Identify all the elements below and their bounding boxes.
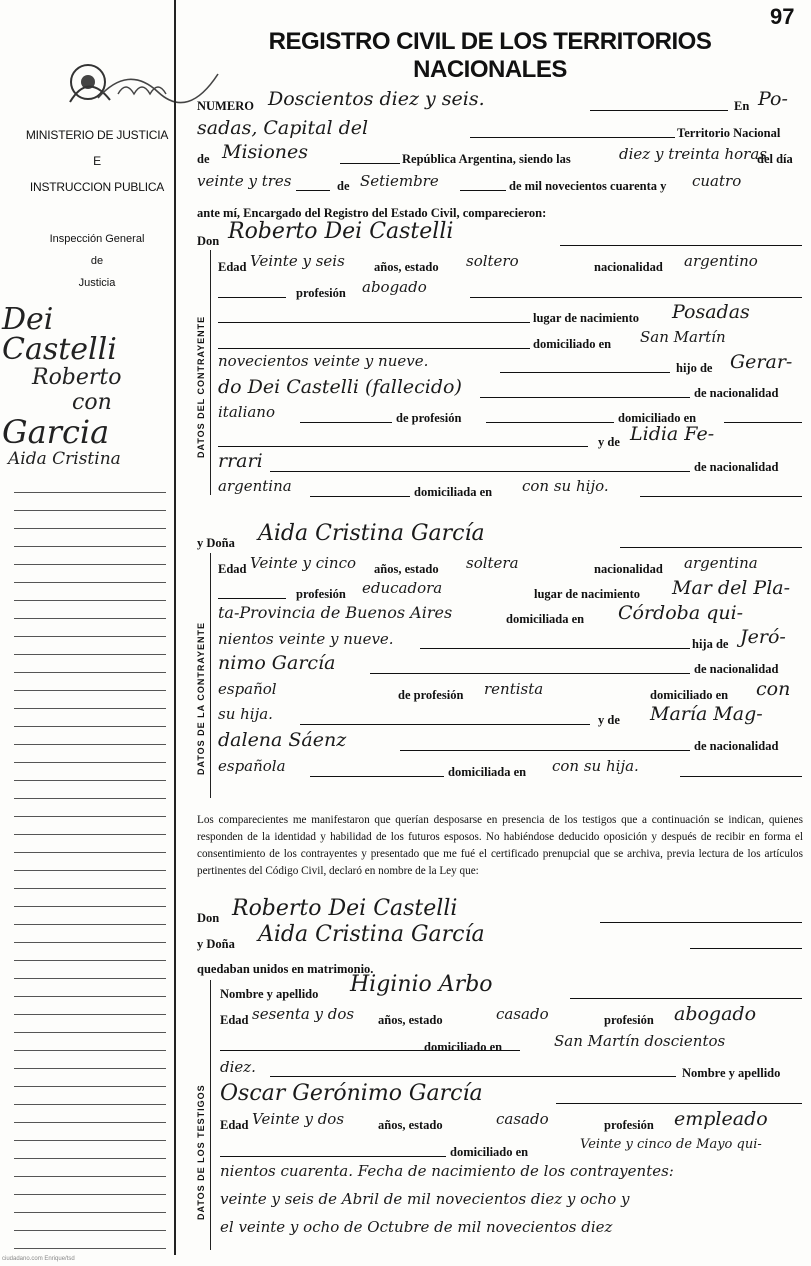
rule	[620, 547, 802, 548]
rule	[310, 776, 444, 777]
margin-note-line-5: Aida Cristina	[8, 449, 121, 469]
label-lugar-nacimiento-2: lugar de nacimiento	[534, 587, 641, 601]
hw-groom-mother-1: Lidia Fe-	[630, 423, 715, 445]
rule	[300, 422, 392, 423]
hw-w2-dom-4: el veinte y ocho de Octubre de mil novecientos diez	[220, 1218, 613, 1236]
hw-anio: cuatro	[692, 172, 742, 190]
label-ante-mi: ante mí, Encargado del Registro del Estado Civil, comparecieron:	[197, 206, 547, 220]
hw-groom-mother-dom: con su hijo.	[522, 477, 609, 495]
rule	[460, 190, 506, 191]
hw-w2-dom-2: nientos cuarenta. Fecha de nacimiento de los contrayentes:	[220, 1162, 674, 1180]
hw-en-1: Po-	[758, 88, 788, 110]
label-y-de: y de	[598, 435, 620, 449]
rule	[220, 1156, 446, 1157]
label-profesion: profesión	[296, 286, 346, 300]
hw-bride-mother-dom: con su hija.	[552, 757, 639, 775]
label-domiciliado-5: domiciliado en	[450, 1145, 529, 1159]
rule	[570, 998, 802, 999]
hw-bride-father-dom-1: con	[756, 678, 791, 700]
label-anos-estado-4: años, estado	[378, 1118, 443, 1132]
hw-w1-prof: abogado	[674, 1003, 757, 1025]
hw-bride-father-nat: español	[218, 680, 277, 698]
label-nacionalidad: nacionalidad	[594, 260, 663, 274]
label-profesion-2: profesión	[296, 587, 346, 601]
rule	[218, 297, 286, 298]
hw-en-2: sadas, Capital del	[197, 117, 369, 139]
inspection-heading	[22, 228, 172, 294]
rule	[690, 948, 802, 949]
rule	[486, 422, 614, 423]
hw-w2-prof: empleado	[674, 1108, 768, 1130]
side-label-bride: DATOS DE LA CONTRAYENTE	[196, 621, 206, 775]
label-nombre-apellido-2: Nombre y apellido	[682, 1066, 781, 1080]
hw-groom-status: soltero	[466, 252, 519, 270]
rule	[270, 1076, 676, 1077]
page-number: 97	[770, 4, 795, 29]
hw-bride-birth-1: Mar del Pla-	[672, 577, 791, 599]
label-de-nacionalidad-3: de nacionalidad	[694, 662, 779, 676]
label-profesion-4: profesión	[604, 1118, 654, 1132]
label-domiciliada-2: domiciliada en	[506, 612, 585, 626]
label-anos-estado-3: años, estado	[378, 1013, 443, 1027]
label-numero: NUMERO	[197, 99, 254, 113]
hw-groom-father-1: Gerar-	[730, 351, 793, 373]
rule	[590, 110, 728, 111]
margin-ruled-lines	[14, 475, 166, 1255]
hw-w1-dom-1: San Martín doscientos	[554, 1032, 726, 1050]
hw-bride-prof: educadora	[362, 579, 443, 597]
rule	[370, 673, 690, 674]
hw-groom-name: Roberto Dei Castelli	[228, 219, 454, 244]
label-domiciliada: domiciliada en	[414, 485, 493, 499]
hw-bride-father-2: nimo García	[218, 652, 336, 674]
declaration-paragraph: Los comparecientes me manifestaron que querían desposarse en presencia de los testigos que a continuación se indican, quienes responden de la identidad y habilidad de los futuros esposos. No habiéndose deducido oposición y después de recibir en forma el consentimiento de los contrayentes y presentado que me fué el certificado prenupcial que se archiva, previa lectura de los artículos pertinentes del Código Civil, declaró en nombre de la Ley que:	[197, 814, 803, 877]
hw-w2-dom-1: Veinte y cinco de Mayo qui-	[580, 1137, 762, 1152]
hw-territorio: Misiones	[222, 141, 309, 163]
hw-groom-mother-2: rrari	[218, 450, 263, 472]
hw-bride-mother-1: María Mag-	[650, 703, 763, 725]
margin-note-line-3: con	[72, 390, 112, 415]
label-de-mil: de mil novecientos cuarenta y	[509, 179, 667, 193]
ministry-heading	[22, 122, 172, 200]
label-edad-2: Edad	[218, 562, 247, 576]
label-republica: República Argentina, siendo las	[402, 152, 571, 166]
hw-mes: Setiembre	[360, 172, 439, 190]
hw-bride-father-1: Jeró-	[740, 626, 786, 648]
rule	[556, 1103, 802, 1104]
label-de-nacionalidad-4: de nacionalidad	[694, 739, 779, 753]
hw-groom-age: Veinte y seis	[250, 252, 345, 270]
inspection-line-2: de	[90, 255, 104, 267]
hw-bride-dom-1: Córdoba qui-	[618, 602, 744, 624]
label-domiciliado: domiciliado en	[533, 337, 612, 351]
hw-groom-father-nat: italiano	[218, 403, 275, 421]
label-de-profesion-2: de profesión	[398, 688, 464, 702]
rule	[218, 322, 530, 323]
hw-w2-status: casado	[496, 1110, 549, 1128]
rule	[300, 724, 590, 725]
margin-divider	[174, 0, 176, 1255]
hw-bride-nat: argentina	[684, 554, 758, 572]
hw-w1-dom-2: diez.	[220, 1058, 256, 1076]
label-de-nacionalidad: de nacionalidad	[694, 386, 779, 400]
label-y-de-2: y de	[598, 713, 620, 727]
label-territorio: Territorio Nacional	[677, 126, 781, 140]
label-domiciliado-3: domiciliado en	[650, 688, 729, 702]
label-anos-estado: años, estado	[374, 260, 439, 274]
hw-w2-name: Oscar Gerónimo García	[220, 1081, 483, 1106]
rule	[340, 163, 400, 164]
rule	[724, 422, 802, 423]
hw-horas: diez y treinta horas	[619, 145, 767, 163]
witness-bracket	[210, 980, 215, 1250]
label-hija-de: hija de	[692, 637, 729, 651]
label-domiciliado-2: domiciliado en	[618, 411, 697, 425]
hw-groom-dom-2: novecientos veinte y nueve.	[218, 352, 429, 370]
label-y-dona: y Doña	[197, 536, 235, 550]
hw-groom-mother-nat: argentina	[218, 477, 292, 495]
side-label-groom: DATOS DEL CONTRAYENTE	[196, 315, 206, 458]
hw-groom-prof: abogado	[362, 278, 427, 296]
rule	[640, 496, 802, 497]
label-domiciliado-4: domiciliado en	[424, 1040, 503, 1054]
margin-note-line-4: Garcia	[2, 413, 110, 451]
rule	[480, 397, 690, 398]
groom-bracket	[210, 250, 215, 495]
rule	[560, 245, 802, 246]
rule	[470, 137, 675, 138]
rule	[296, 190, 330, 191]
hw-groom-dom-1: San Martín	[640, 328, 726, 346]
hw-groom-nat: argentino	[684, 252, 758, 270]
label-nacionalidad-2: nacionalidad	[594, 562, 663, 576]
ministry-line-3: INSTRUCCION PUBLICA	[29, 180, 165, 194]
label-domiciliada-3: domiciliada en	[448, 765, 527, 779]
label-edad-4: Edad	[220, 1118, 249, 1132]
label-y-dona-2: y Doña	[197, 937, 235, 951]
hw-bride-mother-nat: española	[218, 757, 286, 775]
rule	[500, 372, 670, 373]
margin-note-line-2: Roberto	[32, 365, 122, 390]
label-nombre-apellido: Nombre y apellido	[220, 987, 319, 1001]
side-label-witnesses: DATOS DE LOS TESTIGOS	[196, 1084, 206, 1220]
hw-w1-age: sesenta y dos	[252, 1005, 355, 1023]
ministry-line-1: MINISTERIO DE JUSTICIA	[25, 128, 169, 142]
margin-annotation	[2, 302, 174, 469]
inspection-line-3: Justicia	[78, 277, 116, 289]
label-de: de	[197, 152, 210, 166]
hw-numero: Doscientos diez y seis.	[268, 88, 485, 110]
rule	[310, 496, 410, 497]
label-lugar-nacimiento: lugar de nacimiento	[533, 311, 640, 325]
hw-w2-age: Veinte y dos	[252, 1110, 345, 1128]
rule	[400, 750, 690, 751]
label-profesion-3: profesión	[604, 1013, 654, 1027]
rule	[218, 446, 588, 447]
hw-bride-mother-2: dalena Sáenz	[218, 729, 347, 751]
label-don-2: Don	[197, 911, 220, 925]
label-don: Don	[197, 234, 220, 248]
label-del-dia: del día	[757, 152, 793, 166]
bride-bracket	[210, 553, 215, 798]
label-de-nacionalidad-2: de nacionalidad	[694, 460, 779, 474]
hw-bride-father-prof: rentista	[484, 680, 544, 698]
hw-decl-don: Roberto Dei Castelli	[232, 896, 458, 921]
rule	[420, 648, 690, 649]
hw-bride-birth-2: ta-Provincia de Buenos Aires	[218, 603, 453, 622]
hw-bride-dom-2: nientos veinte y nueve.	[218, 630, 394, 648]
rule	[270, 471, 690, 472]
label-de-profesion: de profesión	[396, 411, 462, 425]
hw-bride-age: Veinte y cinco	[250, 554, 356, 572]
rule	[680, 776, 802, 777]
label-de-mes: de	[337, 179, 350, 193]
hw-bride-name: Aida Cristina García	[258, 521, 485, 546]
hw-decl-dona: Aida Cristina García	[258, 922, 485, 947]
label-hijo-de: hijo de	[676, 361, 713, 375]
hw-groom-birth: Posadas	[672, 301, 750, 323]
label-edad-3: Edad	[220, 1013, 249, 1027]
hw-bride-father-dom-2: su hija.	[218, 705, 273, 723]
hw-w1-status: casado	[496, 1005, 549, 1023]
page-title: REGISTRO CIVIL DE LOS TERRITORIOS NACIONALES	[268, 28, 712, 83]
rule	[218, 348, 530, 349]
left-margin	[0, 0, 175, 1266]
label-anos-estado-2: años, estado	[374, 562, 439, 576]
inspection-line-1: Inspección General	[49, 233, 145, 245]
rule	[470, 297, 802, 298]
footer-watermark: ciudadano.com Enrique/tsd	[2, 1256, 75, 1262]
hw-groom-father-2: do Dei Castelli (fallecido)	[218, 376, 462, 398]
rule	[218, 598, 286, 599]
hw-w1-name: Higinio Arbo	[350, 972, 493, 997]
label-edad: Edad	[218, 260, 247, 274]
hw-w2-dom-3: veinte y seis de Abril de mil novecientos diez y ocho y	[220, 1190, 630, 1208]
label-en: En	[734, 99, 750, 113]
label-quedaban: quedaban unidos en matrimonio.	[197, 962, 374, 976]
hw-dia: veinte y tres	[197, 172, 292, 190]
margin-note-line-1: Dei Castelli	[2, 302, 117, 367]
ministry-line-2: E	[93, 154, 101, 168]
rule	[600, 922, 802, 923]
hw-bride-status: soltera	[466, 554, 519, 572]
